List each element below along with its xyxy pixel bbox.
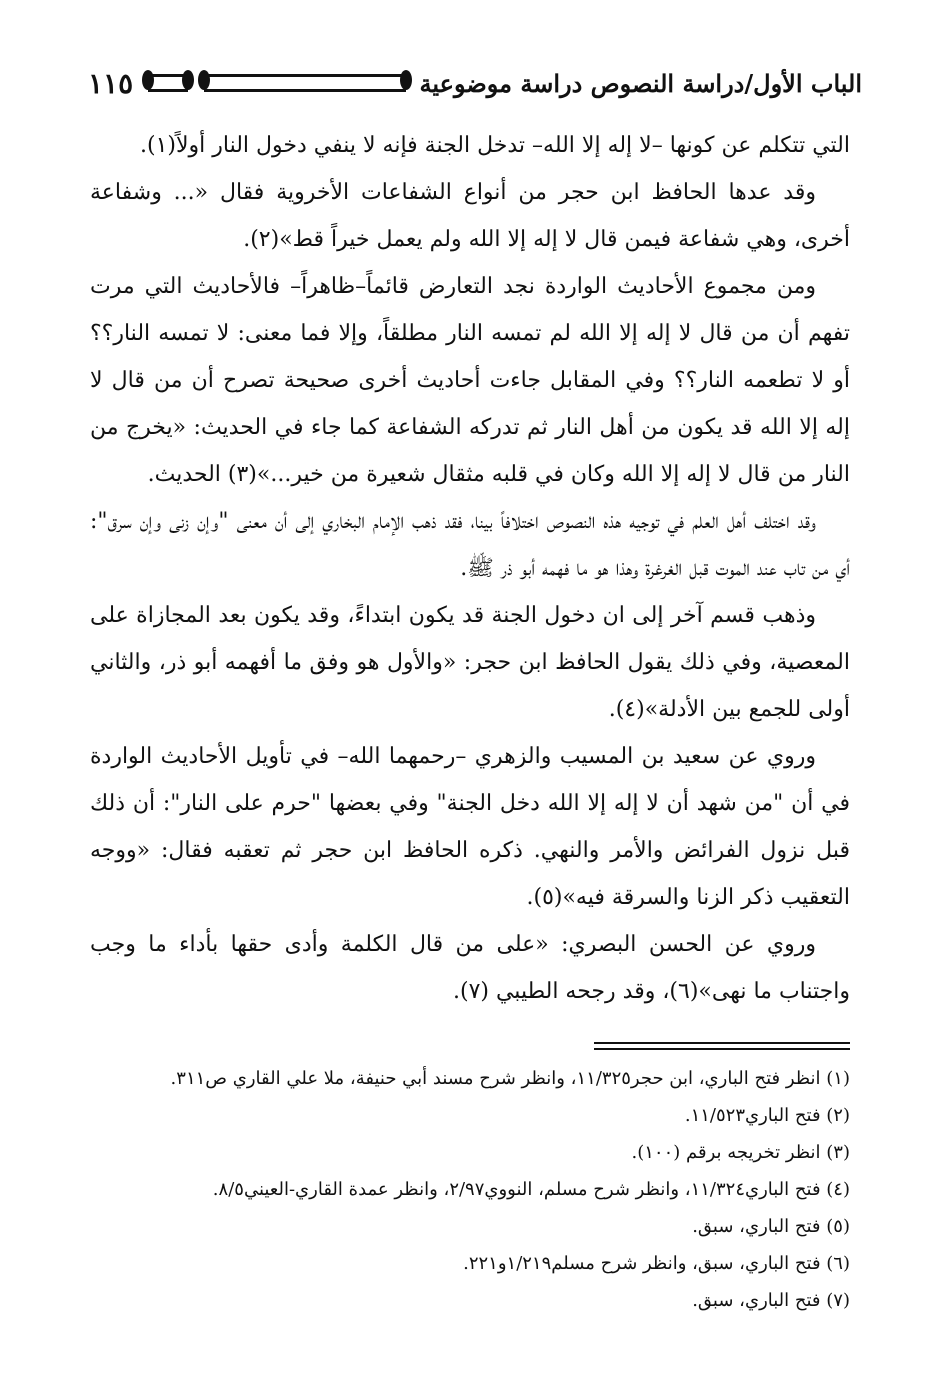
footnote-separator xyxy=(594,1042,850,1050)
footnote: (٦) فتح الباري، سبق، وانظر شرح مسلم١/٢١٩و٢٢١. xyxy=(463,1253,850,1274)
footnote: (٣) انظر تخريجه برقم (١٠٠). xyxy=(631,1142,850,1163)
footnote: (١) انظر فتح الباري، ابن حجر١١/٣٢٥، وانظر شرح مسند أبي حنيفة، ملا علي القاري ص٣١١. xyxy=(170,1068,850,1089)
footnote: (٥) فتح الباري، سبق. xyxy=(692,1216,850,1237)
paragraph: وقد اختلف أهل العلم في توجيه هذه النصوص اختلافاً بينا، فقد ذهب الإمام البخاري إلى أن معنى "وإن زنى وإن سرق": أي من تاب عند الموت قبل الغرغرة وهذا هو ما فهمه أبو ذر ﷺ. xyxy=(90,509,850,581)
chapter-title: الباب الأول/دراسة النصوص دراسة موضوعية xyxy=(419,68,862,98)
paragraph: وذهب قسم آخر إلى ان دخول الجنة قد يكون ابتداءً، وقد يكون بعد المجازاة على المعصية، وفي ذلك يقول الحافظ ابن حجر: «والأول هو وفق ما أفهمه أبو ذر، والثاني أولى للجمع بين الأدلة»(٤). xyxy=(90,603,850,722)
paragraph: وروي عن سعيد بن المسيب والزهري –رحمهما الله– في تأويل الأحاديث الواردة في أن "من شهد أن لا إله إلا الله دخل الجنة" وفي بعضها "حرم على النار": أن ذلك قبل نزول الفرائض والأمر والنهي. ذكره الحافظ ابن حجر ثم تعقبه فقال: «ووجه التعقيب ذكر الزنا والسرقة فيه»(٥). xyxy=(90,744,850,910)
footnote: (٤) فتح الباري١١/٣٢٤، وانظر شرح مسلم، النووي٢/٩٧، وانظر عمدة القاري-العيني٨/٥. xyxy=(212,1179,850,1200)
running-header xyxy=(88,58,868,108)
header-rule-middle xyxy=(204,74,406,92)
footnote: (٢) فتح الباري١١/٥٢٣. xyxy=(684,1105,850,1126)
footnotes xyxy=(90,1060,850,1319)
page-number: ١١٥ xyxy=(88,66,134,100)
header-rule-left xyxy=(148,74,188,92)
main-text xyxy=(90,122,850,1015)
paragraph: ومن مجموع الأحاديث الواردة نجد التعارض قائماً–ظاهراً– فالأحاديث التي مرت تفهم أن من قال لا إله إلا الله لم تمسه النار مطلقاً، وإلا فما معنى: لا تمسه النار؟؟ أو لا تطعمه النار؟؟ وفي المقابل جاءت أحاديث أخرى صحيحة تصرح أن من قال لا إله إلا الله قد يكون من أهل النار ثم تدركه الشفاعة كما جاء في الحديث: «يخرج من النار من قال لا إله إلا الله وكان في قلبه مثقال شعيرة من خير...»(٣) الحديث. xyxy=(90,274,850,487)
footnote: (٧) فتح الباري، سبق. xyxy=(692,1290,850,1311)
paragraph: وقد عدها الحافظ ابن حجر من أنواع الشفاعات الأخروية فقال «... وشفاعة أخرى، وهي شفاعة فيمن قال لا إله إلا الله ولم يعمل خيراً قط»(٢). xyxy=(90,180,850,252)
paragraph: التي تتكلم عن كونها –لا إله إلا الله– تدخل الجنة فإنه لا ينفي دخول النار أولاً(١). xyxy=(139,133,850,158)
paragraph: وروي عن الحسن البصري: «على من قال الكلمة وأدى حقها بأداء ما وجب واجتناب ما نهى»(٦)، وقد رجحه الطيبي (٧). xyxy=(90,932,850,1004)
